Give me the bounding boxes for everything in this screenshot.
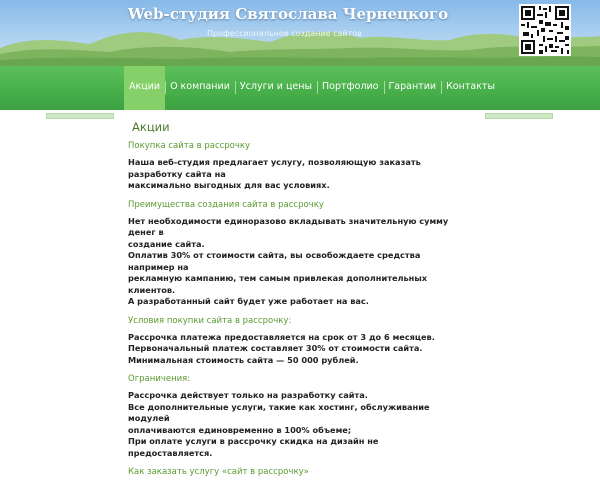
text-line: максимально выгодных для вас условиях. bbox=[128, 180, 330, 190]
text-line: Наша веб-студия предлагает услугу, позволяющую заказать разработку сайта на bbox=[128, 157, 421, 179]
section-heading: Ограничения: bbox=[128, 374, 191, 384]
text-line: Нет необходимости единоразово вкладывать значительную сумму денег в bbox=[128, 215, 449, 237]
text-line: Все дополнительные услуги, такие как хостинг, обслуживание модулей bbox=[128, 401, 430, 423]
section-heading: Условия покупки сайта в рассрочку: bbox=[128, 315, 292, 326]
text-line: рекламную кампанию, тем самым привлекая дополнительных клиентов. bbox=[128, 273, 428, 295]
text-line: А разработанный сайт будет уже работает на вас. bbox=[128, 296, 369, 306]
text-line: создание сайта. bbox=[128, 238, 205, 249]
nav-item-guarantees[interactable]: Гарантии bbox=[384, 66, 442, 110]
nav-item-contacts[interactable]: Контакты bbox=[441, 66, 500, 110]
main-nav bbox=[124, 66, 500, 110]
text-line: Минимальная стоимость сайта — 50 000 рублей. bbox=[128, 354, 359, 365]
text-line: оплачиваются единовременно в 100% объеме; bbox=[128, 424, 352, 435]
nav-item-promotions[interactable]: Акции bbox=[124, 66, 165, 110]
decorative-strip-right bbox=[485, 113, 553, 119]
section-text bbox=[128, 216, 458, 308]
main-content bbox=[128, 120, 458, 483]
site-header bbox=[0, 0, 600, 66]
nav-item-about[interactable]: О компании bbox=[165, 66, 235, 110]
section-text bbox=[128, 390, 458, 459]
nav-item-services[interactable]: Услуги и цены bbox=[235, 66, 317, 110]
qr-code-icon bbox=[519, 4, 571, 56]
section-text bbox=[128, 157, 458, 192]
section-heading: Преимущества создания сайта в рассрочку bbox=[128, 199, 324, 210]
section-heading: Покупка сайта в рассрочку bbox=[128, 141, 251, 151]
text-line: Рассрочка действует только на разработку сайта. bbox=[128, 390, 368, 400]
text-line: Рассрочка платежа предоставляется на срок от 3 до 6 месяцев. bbox=[128, 331, 435, 342]
text-line: Первоначальный платеж составляет 30% от стоимости сайта. bbox=[128, 343, 423, 353]
nav-item-portfolio[interactable]: Портфолио bbox=[317, 66, 384, 110]
section-heading: Как заказать услугу «сайт в рассрочку» bbox=[128, 467, 309, 477]
text-line: При оплате услуги в рассрочку скидка на дизайн не предоставляется. bbox=[128, 436, 379, 458]
page-title: Акции bbox=[132, 120, 170, 134]
decorative-strip-left bbox=[46, 113, 114, 119]
text-line: Оплатив 30% от стоимости сайта, вы освобождаете средства например на bbox=[128, 250, 421, 272]
site-title[interactable]: Web-студия Святослава Чернецкого bbox=[127, 5, 449, 23]
main-navbar bbox=[0, 66, 600, 110]
site-subtitle: Профессиональное создание сайтов bbox=[207, 29, 362, 38]
section-text bbox=[128, 332, 458, 367]
